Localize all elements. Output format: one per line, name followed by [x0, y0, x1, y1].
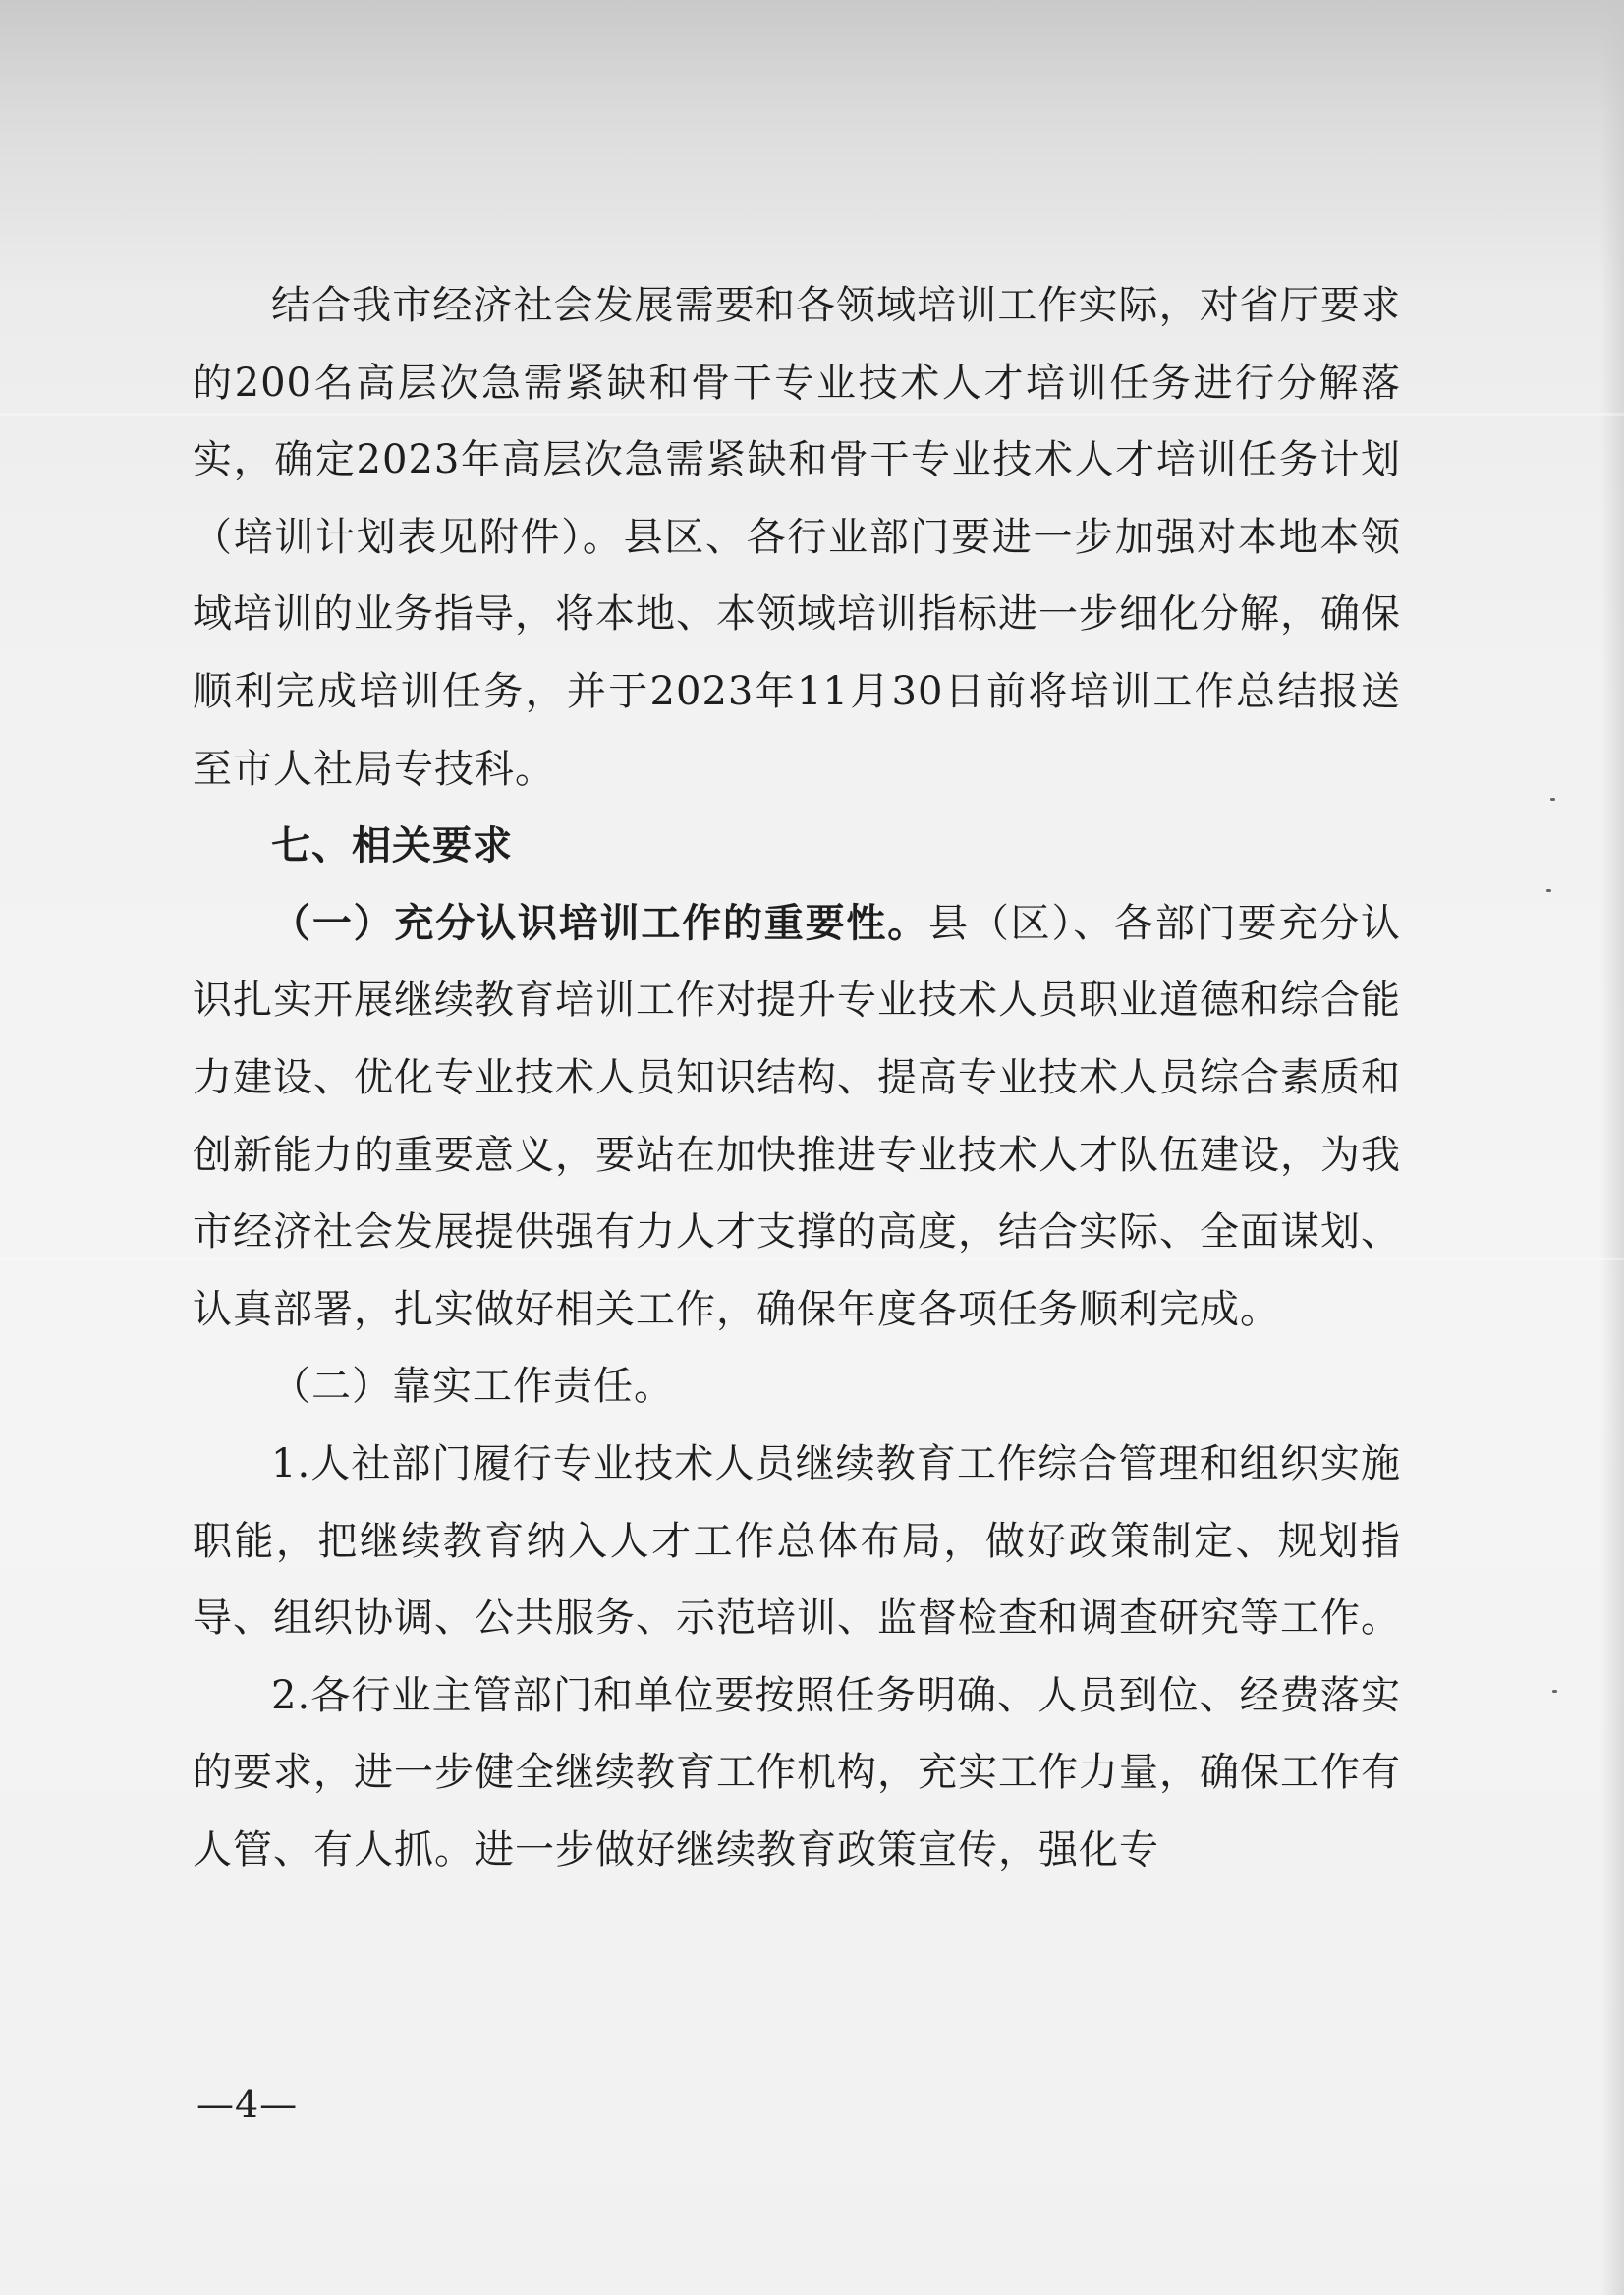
page-edge-shadow [1600, 0, 1624, 2295]
paragraph-training-plan: 结合我市经济社会发展需要和各领域培训工作实际，对省厅要求的200名高层次急需紧缺和骨干专业技术人才培训任务进行分解落实，确定2023年高层次急需紧缺和骨干专业技术人才培训任务计划（培训计划表见附件）。县区、各行业部门要进一步加强对本地本领域培训的业务指导，将本地、本领域培训指标进一步细化分解，确保顺利完成培训任务，并于2023年11月30日前将培训工作总结报送至市人社局专技科。 [193, 283, 1401, 792]
scan-speck [1550, 798, 1555, 801]
scan-speck [1552, 1690, 1557, 1693]
page-number: —4— [196, 2083, 299, 2126]
document-body [193, 267, 1401, 1888]
section-heading-requirements: 七、相关要求 [271, 823, 513, 869]
sub-heading-responsibility: （二）靠实工作责任。 [271, 1364, 674, 1410]
paragraph-importance [193, 885, 1401, 1349]
paragraph-item-1: 1.人社部门履行专业技术人员继续教育工作综合管理和组织实施职能，把继续教育纳入人才工作总体布局，做好政策制定、规划指导、组织协调、公共服务、示范培训、监督检查和调查研究等工作。 [193, 1440, 1401, 1642]
sub-heading-importance: （一）充分认识培训工作的重要性。 [271, 899, 929, 946]
scan-speck [1546, 889, 1551, 892]
paragraph-item-2: 2.各行业主管部门和单位要按照任务明确、人员到位、经费落实的要求，进一步健全继续教育工作机构，充实工作力量，确保工作有人管、有人抓。进一步做好继续教育政策宣传，强化专 [193, 1672, 1401, 1873]
paragraph-importance-text: 县（区）、各部门要充分认识扎实开展继续教育培训工作对提升专业技术人员职业道德和综合能力建设、优化专业技术人员知识结构、提高专业技术人员综合素质和创新能力的重要意义，要站在加快推进专业技术人才队伍建设，为我市经济社会发展提供强有力人才支撑的高度，结合实际、全面谋划、认真部署，扎实做好相关工作，确保年度各项任务顺利完成。 [193, 900, 1402, 1332]
